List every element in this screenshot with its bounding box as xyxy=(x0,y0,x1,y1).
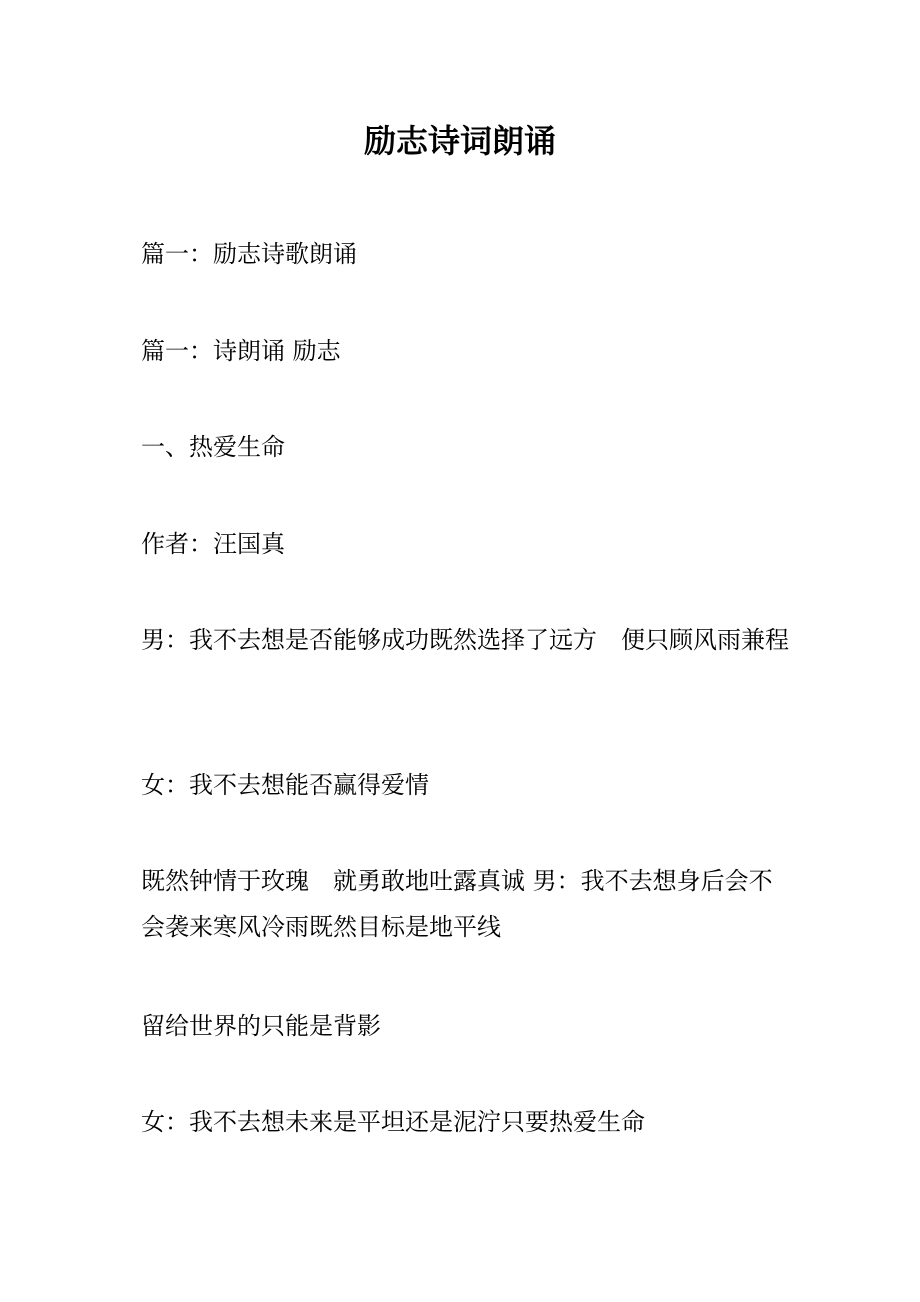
paragraph-verse: 女：我不去想能否赢得爱情 xyxy=(141,771,429,799)
paragraph-poem-title: 一、热爱生命 xyxy=(141,433,285,461)
paragraph-verse: 留给世界的只能是背影 xyxy=(141,1012,381,1040)
paragraph-verse: 男：我不去想是否能够成功既然选择了远方 便只顾风雨兼程 xyxy=(141,626,789,654)
paragraph-verse: 女：我不去想未来是平坦还是泥泞只要热爱生命 xyxy=(141,1108,645,1136)
paragraph-verse: 既然钟情于玫瑰 就勇敢地吐露真诚 男：我不去想身后会不会袭来寒风冷雨既然目标是地平线 xyxy=(141,867,773,941)
document-title: 励志诗词朗诵 xyxy=(363,122,556,160)
paragraph-author: 作者：汪国真 xyxy=(141,530,285,558)
paragraph-subsection-heading: 篇一：诗朗诵 励志 xyxy=(141,337,341,365)
paragraph-section-heading: 篇一：励志诗歌朗诵 xyxy=(141,240,357,268)
